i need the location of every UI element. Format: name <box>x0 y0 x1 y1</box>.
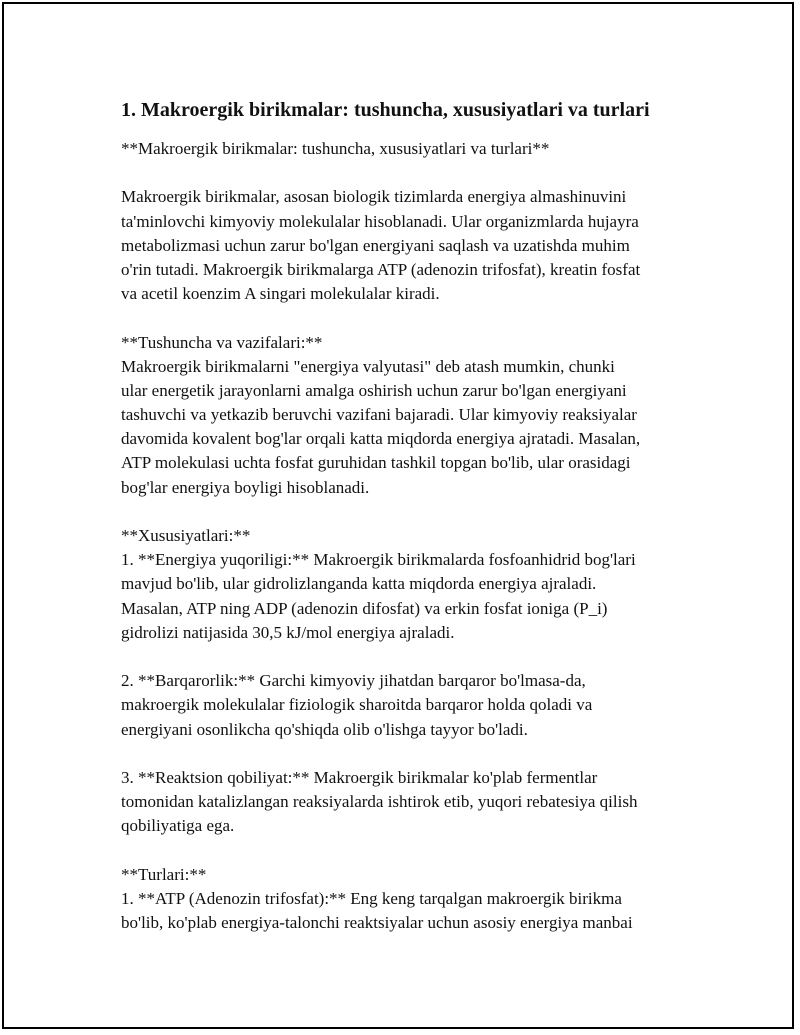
text-line: bog'lar energiya boyligi hisoblanadi. <box>121 477 370 497</box>
text-line: gidrolizi natijasida 30,5 kJ/mol energiya ajraladi. <box>121 622 455 642</box>
section-heading-line: **Tushuncha va vazifalari:** <box>121 332 323 352</box>
document-text <box>121 137 701 935</box>
blank-line <box>121 838 701 862</box>
text-line: metabolizmasi uchun zarur bo'lgan energiyani saqlash va uzatishda muhim <box>121 235 630 255</box>
text-line: 3. **Reaktsion qobiliyat:** Makroergik birikmalar ko'plab fermentlar <box>121 767 598 787</box>
text-line: ATP molekulasi uchta fosfat guruhidan tashkil topgan bo'lib, ular orasidagi <box>121 453 631 473</box>
blank-line <box>121 742 701 766</box>
text-line: makroergik molekulalar fiziologik sharoitda barqaror holda qoladi va <box>121 695 593 715</box>
text-line: Makroergik birikmalarni "energiya valyutasi" deb atash mumkin, chunki <box>121 356 615 376</box>
blank-line <box>121 500 701 524</box>
text-line: davomida kovalent bog'lar orqali katta miqdorda energiya ajratadi. Masalan, <box>121 429 641 449</box>
section-heading-line: **Xususiyatlari:** <box>121 526 251 545</box>
text-line: mavjud bo'lib, ular gidrolizlanganda katta miqdorda energiya ajraladi. <box>121 574 597 594</box>
text-line: 2. **Barqarorlik:** Garchi kimyoviy jihatdan barqaror bo'lmasa-da, <box>121 671 586 691</box>
text-line: o'rin tutadi. Makroergik birikmalarga ATP (adenozin trifosfat), kreatin fosfat <box>121 259 641 279</box>
text-line: **Makroergik birikmalar: tushuncha, xususiyatlari va turlari** <box>121 139 550 158</box>
section-heading-line: **Turlari:** <box>121 864 207 884</box>
text-line: tashuvchi va yetkazib beruvchi vazifani bajaradi. Ular kimyoviy reaksiyalar <box>121 405 637 425</box>
blank-line <box>121 161 701 185</box>
text-line: 1. **Energiya yuqoriligi:** Makroergik birikmalarda fosfoanhidrid bog'lari <box>121 550 636 570</box>
text-line: qobiliyatiga ega. <box>121 816 235 836</box>
text-line: ta'minlovchi kimyoviy molekulalar hisoblanadi. Ular organizmlarda hujayra <box>121 211 639 231</box>
text-line: energiyani osonlikcha qo'shiqda olib o'lishga tayyor bo'ladi. <box>121 719 528 739</box>
blank-line <box>121 645 701 669</box>
document-body <box>121 96 701 935</box>
text-line: bo'lib, ko'plab energiya-talonchi reaktsiyalar uchun asosiy energiya manbai <box>121 913 633 932</box>
text-line: va acetil koenzim A singari molekulalar kiradi. <box>121 284 440 304</box>
page-frame <box>2 2 794 1029</box>
text-line: Makroergik birikmalar, asosan biologik tizimlarda energiya almashinuvini <box>121 187 627 207</box>
text-line: ular energetik jarayonlarni amalga oshirish uchun zarur bo'lgan energiyani <box>121 380 627 400</box>
text-line: tomonidan katalizlangan reaksiyalarda ishtirok etib, yuqori rebatesiya qilish <box>121 792 638 812</box>
text-line: Masalan, ATP ning ADP (adenozin difosfat) va erkin fosfat ioniga (P_i) <box>121 598 608 618</box>
text-line: 1. **ATP (Adenozin trifosfat):** Eng keng tarqalgan makroergik birikma <box>121 888 622 908</box>
document-heading: 1. Makroergik birikmalar: tushuncha, xususiyatlari va turlari <box>121 99 650 121</box>
blank-line <box>121 306 701 330</box>
